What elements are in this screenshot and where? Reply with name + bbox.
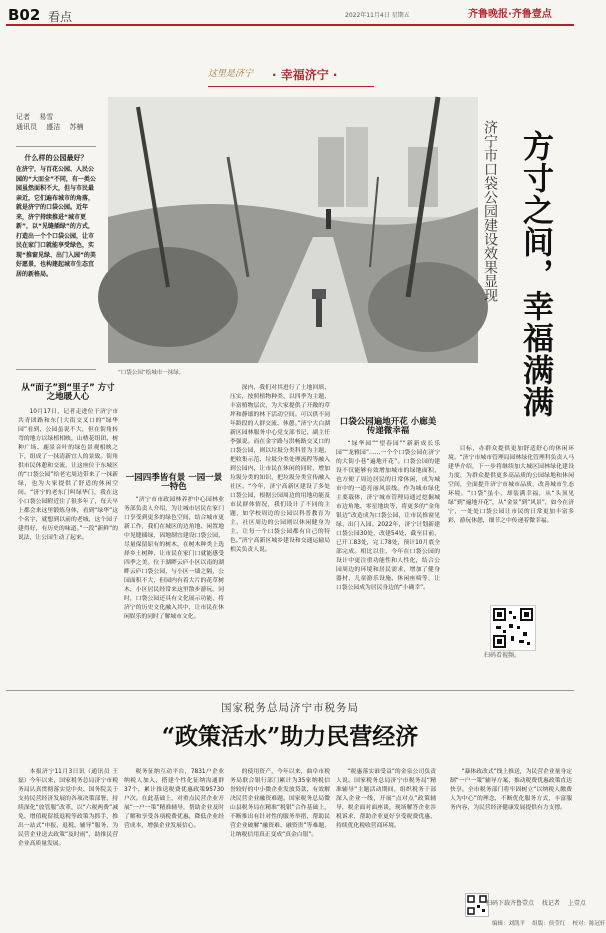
section-name: 看点 <box>48 10 73 24</box>
article-col-4 <box>336 384 440 684</box>
tax-col5-body: “暴体政改式”线上推送，为民营企业量身定制“一户一策”辅导方案，推动税费优惠政策直达快享。全市税务部门将牢固树立“以纳税人缴费人为中心”的理念，不断优化服务方式，丰富服务内容，为民营经济健康发展提供有力支撑。 <box>450 769 572 811</box>
video-qr-code[interactable] <box>490 605 536 651</box>
photo-caption: “口袋公园”绘城市一抹绿。 <box>118 370 185 376</box>
tax-col-1 <box>18 768 118 928</box>
headline-sub-text: 济宁市口袋公园建设效果显现 <box>482 120 498 302</box>
col2-heading: 一园四季皆有景 一园一景一特色 <box>125 473 223 492</box>
tax-col-5 <box>450 768 572 888</box>
tax-col4-body: “税惠落实谁受益”的金泉公司负责人说。国家税务总局济宁市税务局“精准辅导”主题活动期间，组织税务干部深入企业一线，开展“点对点”政策辅导，税企面对面座谈，现场解答企业涉税诉求，帮助企业更好享受税费优惠，持续优化税收营商环境。 <box>336 769 436 829</box>
newspaper-brand: 齐鲁晚报·齐鲁壹点 <box>468 9 552 20</box>
headline-main <box>515 130 559 418</box>
tax-col2-body: 税务征纳互动平台，7831户企业纳税人加入，搭建个性化征纳沟通群37个，累计推送税费优惠政策95730户次。在此基础上，对重点民营企业开展“一户一策”精准辅导，帮助企业及时了解和享受各项税费优惠，降低企业经营成本，增强企业发展信心。 <box>124 769 224 829</box>
banner-logo: 这里是济宁 <box>208 69 254 79</box>
col5-body: 目标，办群众提供更加舒适舒心的休闲环境。“济宁市城市管理局园林绿化管理科负责人马建华介绍，下一步将继续加大城区园林绿化建设力度，为群众提供更多高品质的公园绿地和休闲空间，全面提升济宁市城市品质，改善城市生态环境。“口袋”虽小，却装满幸福，从“头顶见绿”到“遍地开花”，从“金景”到“风景”，如今在济宁，一处处口袋公园让市民的日常更加丰富多彩，游玩休憩，细节之中传递着微幸福。 <box>448 446 574 524</box>
tax-col1-body: 本报济宁11月3日讯（通讯员 王磊）今年以来，国家税务总局济宁市税务局认真贯彻落实党中央、国务院关于支持民营经济发展的各项决策部署，持续深化“放管服”改革，以“六税两费”减免、增值税留抵退税等政策为抓手，推出一站式“申报、退税、辅导”服务，为民营企业送去政策“及时雨”，助推民营企业高质量发展。 <box>18 769 118 847</box>
col4-heading: 口袋公园遍地开花 小廊美传递微幸福 <box>339 417 437 436</box>
col4-body: “绿华园”“望春园”“新新成长乐园”“龙雅园”……一个个口袋公园在济宁的大街小巷“遍地开花”。口袋公园的建设不仅能够有效增加城市的绿地面积，也方便了周边居民的日常休闲，成为城市中的一道亮丽风景线。作为城市绿化主要载体，济宁城市管理局通过挖掘城市边角地、零星地块等，将更多的“金角银边”改造成为口袋公园，让市民推窗见绿、出门入园。2022年，济宁计划新建口袋公园30处，改建54处，截至目前，已开工83处，完工78处，预计10月底全部完成。相比以往，今年在口袋公园的设计中更注重功能性和人性化，结合公园周边的环境和居民需求，增加了健身器材、儿童游乐设施、休闲座椅等，让口袋公园成为居民身边的“小确幸”。 <box>336 441 440 591</box>
col3-body: 深内，我们对其进行了土地回填、压实，按照植物种类、以四季为主题，丰富植物层次，为大家提供了开敞的草坪和静谧的林下活动空间。可以供不同年龄段的人群交流、休憩。”济宁大白湖新区园林服务中心党支部书记、副主任李强说。而在金宇路与洪畅路交叉口的口袋公园，则以垃圾分类科普为主题，把收集示范、垃圾分类处理流程等融入到公园内，让市民在休闲的同时，增加垃圾分类的知识，把垃圾分类宣传融入社区。“今年，济宁高新区建设了多处口袋公园，根据公园周边的用地功能及市民群体情况，我们设计了不同的主题，如学校周边的公园以科普教育为主，社区周边的公园则以休闲健身为主，让每一个口袋公园都有自己的特色。”济宁高新区城乡建设和交通运输局相关负责人说。 <box>230 385 330 553</box>
headline-sub <box>479 120 503 302</box>
tax-col3-body: 的使用资产，今年以来，曲阜市税务局联合银行部门累计为35家纳税信誉较好的中小微企业发放贷款，有效解决民营企业融资难题。国家税务总局微山县税务局在精准“税银”合作基础上，不断推出有针对性的服务举措，帮助民营企业破解“融资难、融资贵”等难题，让纳税信用真正变成“真金白银”。 <box>230 769 330 838</box>
tax-col-2 <box>124 768 224 928</box>
tax-kicker: 国家税务总局济宁市税务局 <box>221 702 359 714</box>
editor-credits: 编辑：刘凯平 组版：侯莹红 校对：陈冠轩 <box>492 921 606 927</box>
intro-title: 什么样的公园最好？ <box>24 154 88 162</box>
park-photo <box>108 97 478 363</box>
header-rule <box>6 24 574 26</box>
byline-reporter: 记者 易雪 <box>16 113 54 121</box>
col1-heading: 从“面子”到“里子” 方寸之地暖人心 <box>21 383 115 402</box>
byline-correspondents: 通讯员 盛洁 苏楠 <box>16 123 84 131</box>
col2-body: “济宁市市政园林养护中心园林业务部负责人介绍，为让城市居民在家门口享受到更多的绿色空间，结合城市更新工作，我们在城区的边角地、闲置地中见缝插绿，因地制宜建设口袋公园，尽量保留原有的树木，在树木种类上选择乡土树种，让市民在家门口就能感受四季之美。位于湖畔云庐小区以南的湖畔云庐口袋公园，与小区一墙之隔，公园面积不大，但园内有着大片的花草树木，小区居民经常来这里散步游玩。同时，口袋公园还具有文化展示功能，将济宁的历史文化融入其中，让市民在休闲娱乐的同时了解城市文化。 <box>124 497 224 620</box>
byline <box>16 112 96 132</box>
article-col-5 <box>448 445 574 590</box>
article-col-1 <box>18 384 118 684</box>
tax-headline: “政策活水”助力民营经济 <box>161 723 419 750</box>
tax-col-4 <box>336 768 436 928</box>
section-divider <box>6 690 574 691</box>
column-banner <box>208 64 374 87</box>
tax-col-3 <box>230 768 330 928</box>
intro-body: 在济宁，与百花公园、人民公园的“大而全”不同，有一类公园虽然面积不大，但与市民最亲近，它们遍布城市的角落，就是济宁的口袋公园。近年来，济宁持续推进“城市更新”，以“见缝插绿”的方式，打造出一个个口袋公园，让市民在家门口就能享受绿色，实现“推窗见绿、出门入园”的美好愿景，也构建起城市生态宜居的新格局。 <box>16 166 96 278</box>
col1-body: 10月17日，记者走进位于济宁市共青团路和东门大街交叉口的“绿华园”看到，公园虽说不大，但在街角转弯的地方以绿植相映，山楂花组团、树种广场、鹿景音叶的绿色景观相映之下，组成了一抹清新宜人的景致。街角供市民休憩和交流，让这座位于东城区的“口袋公园”给老宅周边带来了一抹新绿，也为大家提供了舒适的休闲空间。“济宁的老东门叫绿华门，我在这小口袋公园附近住了很多年了，每天早上都会来这里锻炼身体，看到“绿华”这个名字，就想到以前的老城，这个园子建得好，有历史的味道。”一段“新鲜”的说法，让公园生动了起来。 <box>18 409 118 541</box>
article-col-2 <box>124 384 224 684</box>
page-code: B02 <box>8 6 41 24</box>
intro-box <box>16 146 96 370</box>
headline-main-text: 方寸之间，幸福满满 <box>517 130 553 418</box>
app-download-note: 扫码下载齐鲁壹点 找记者 上壹点 <box>486 900 586 907</box>
issue-date: 2022年11月4日 星期五 <box>345 12 410 19</box>
banner-title: · 幸福济宁 · <box>272 68 338 82</box>
article-col-3 <box>230 384 330 684</box>
qr-label: 扫码看视频。 <box>484 652 521 659</box>
